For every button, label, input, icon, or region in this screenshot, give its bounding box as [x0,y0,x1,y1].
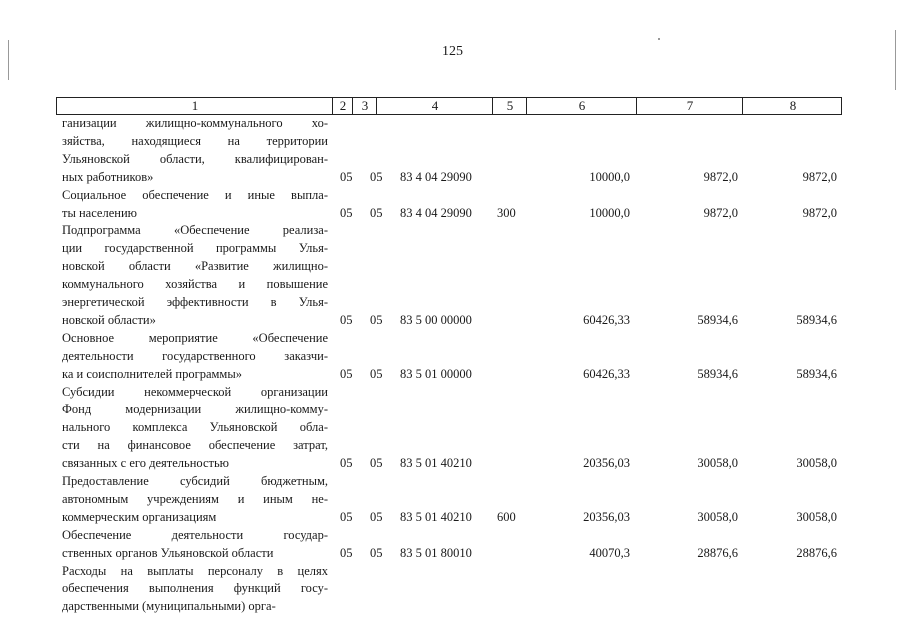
row-text-line: ции государственной программы Улья- [62,241,328,256]
header-cell-1: 1 [191,98,199,113]
cell-c5: 600 [497,509,516,524]
row-text-line: ганизации жилищно-коммунального хо- [62,116,328,130]
row-text-line: Социальное обеспечение и иные выпла- [62,187,328,202]
row-text-line: дарственными (муниципальными) орга- [62,599,276,614]
row-text-line: деятельности государственного заказчи- [62,348,328,363]
cell-c4: 83 5 01 40210 [400,456,472,471]
cell-c3: 05 [370,312,383,327]
row-text-line: ка и соисполнителей программы» [62,366,242,381]
cell-c7: 9872,0 [703,205,738,220]
header-divider [636,98,637,114]
row-text-line: Фонд модернизации жилищно-комму- [62,402,328,417]
header-divider [352,98,353,114]
cell-c6: 60426,33 [583,312,630,327]
cell-c2: 05 [340,545,353,560]
header-divider [526,98,527,114]
cell-c3: 05 [370,205,383,220]
scan-mark [658,38,660,40]
cell-c7: 30058,0 [697,509,738,524]
header-divider [376,98,377,114]
cell-c3: 05 [370,545,383,560]
cell-c7: 30058,0 [697,456,738,471]
row-text-line: ных работников» [62,169,154,184]
cell-c7: 28876,6 [697,545,738,560]
cell-c7: 58934,6 [697,312,738,327]
cell-c6: 40070,3 [589,545,630,560]
header-divider [742,98,743,114]
cell-c2: 05 [340,509,353,524]
row-text-line: Обеспечение деятельности государ- [62,527,328,542]
cell-c2: 05 [340,312,353,327]
cell-c8: 9872,0 [802,169,837,184]
row-text-line: Подпрограмма «Обеспечение реализа- [62,223,328,238]
cell-c4: 83 4 04 29090 [400,205,472,220]
row-text-line: ты населению [62,205,137,220]
cell-c2: 05 [340,366,353,381]
cell-c7: 58934,6 [697,366,738,381]
header-divider [492,98,493,114]
page-number: 125 [442,44,463,59]
row-text-line: коммерческим организациям [62,509,217,524]
cell-c6: 60426,33 [583,366,630,381]
row-text-line: Основное мероприятие «Обеспечение [62,330,328,345]
row-text-line: коммунального хозяйства и повышение [62,277,328,292]
row-text-line: сти на финансовое обеспечение затрат, [62,438,328,453]
cell-c2: 05 [340,456,353,471]
header-cell-8: 8 [789,98,797,113]
cell-c8: 28876,6 [796,545,837,560]
cell-c6: 10000,0 [589,169,630,184]
cell-c5: 300 [497,205,516,220]
cell-c4: 83 5 00 00000 [400,312,472,327]
row-text-line: Расходы на выплаты персоналу в целях [62,563,328,578]
header-cell-2: 2 [339,98,347,113]
cell-c4: 83 4 04 29090 [400,169,472,184]
header-cell-6: 6 [578,98,586,113]
cell-c6: 20356,03 [583,509,630,524]
header-cell-7: 7 [686,98,694,113]
cell-c8: 30058,0 [796,456,837,471]
cell-c3: 05 [370,169,383,184]
row-text-line: Предоставление субсидий бюджетным, [62,474,328,488]
row-text-line: нального комплекса Ульяновской обла- [62,420,328,435]
cell-c3: 05 [370,509,383,524]
row-text-line: зяйства, находящиеся на территории [62,133,328,148]
header-cell-4: 4 [431,98,439,113]
row-text-line: ственных органов Ульяновской области [62,545,274,560]
row-text-line: энергетической эффективности в Улья- [62,295,328,309]
scan-mark [895,30,896,90]
row-text-line: Ульяновской области, квалифицирован- [62,151,328,166]
row-text-line: обеспечения выполнения функций госу- [62,581,328,596]
cell-c3: 05 [370,456,383,471]
cell-c6: 10000,0 [589,205,630,220]
header-cell-5: 5 [506,98,514,113]
cell-c8: 9872,0 [802,205,837,220]
cell-c6: 20356,03 [583,456,630,471]
header-cell-3: 3 [361,98,369,113]
cell-c2: 05 [340,169,353,184]
row-text-line: автономным учреждениям и иным не- [62,491,328,506]
cell-c4: 83 5 01 00000 [400,366,472,381]
cell-c4: 83 5 01 80010 [400,545,472,560]
cell-c2: 05 [340,205,353,220]
cell-c8: 58934,6 [796,366,837,381]
cell-c7: 9872,0 [703,169,738,184]
table-header-row [56,97,842,115]
cell-c8: 58934,6 [796,312,837,327]
row-text-line: Субсидии некоммерческой организации [62,384,328,399]
scan-mark [8,40,9,80]
header-divider [332,98,333,114]
cell-c4: 83 5 01 40210 [400,509,472,524]
row-text-line: связанных с его деятельностью [62,456,229,471]
row-text-line: новской области» [62,312,156,327]
row-text-line: новской области «Развитие жилищно- [62,259,328,274]
cell-c3: 05 [370,366,383,381]
cell-c8: 30058,0 [796,509,837,524]
